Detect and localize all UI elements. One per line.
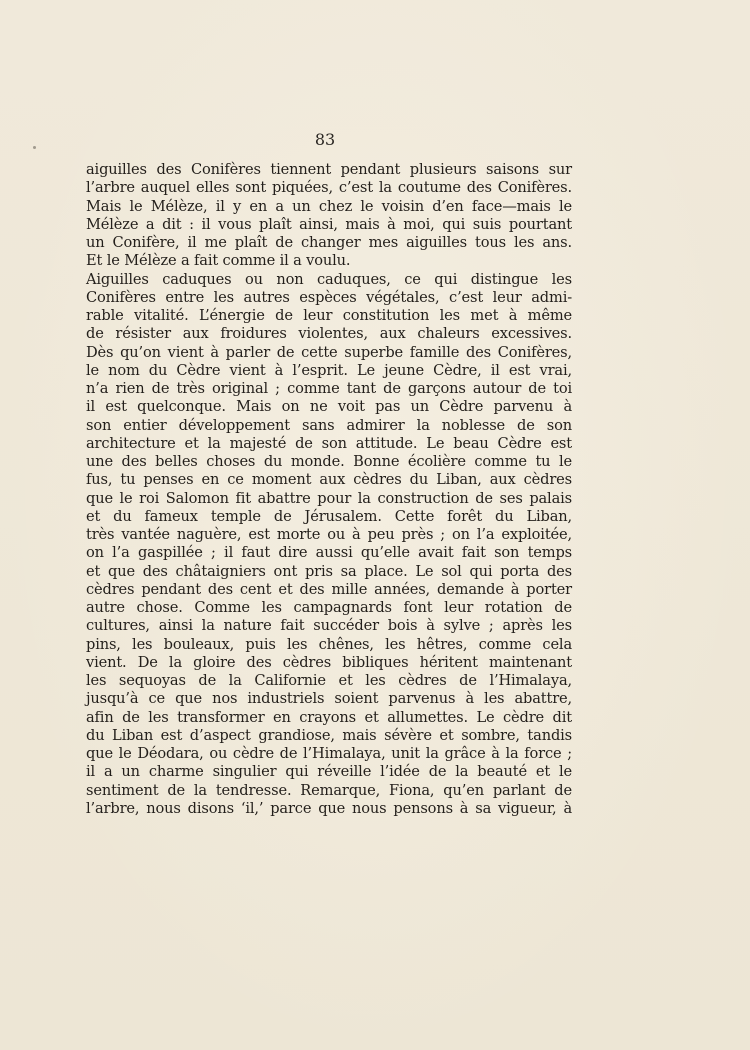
text-line: Mélèze a dit : il vous plaît ainsi, mais à moi, qui suis pourtant [86,215,572,233]
body-text [86,161,572,818]
text-line: une des belles choses du monde. Bonne écolière comme tu le [86,453,572,470]
text-line: il a un charme singulier qui réveille l’idée de la beauté et le [86,763,572,781]
text-line: de résister aux froidures violentes, aux chaleurs excessives. [86,325,572,343]
text-line: Mais le Mélèze, il y en a un chez le voisin d’en face—mais le [86,197,572,215]
text-line: afin de les transformer en crayons et allumettes. Le cèdre dit [86,708,572,726]
text-line: n’a rien de très original ; comme tant de garçons autour de toi [86,380,572,397]
text-line: que le roi Salomon fit abattre pour la construction de ses palais [86,489,572,507]
text-line: fus, tu penses en ce moment aux cèdres du Liban, aux cèdres [86,471,572,489]
text-line: autre chose. Comme les campagnards font leur rotation de [86,599,572,616]
text-line: Conifères entre les autres espèces végétales, c’est leur admi- [86,288,572,306]
text-line: vient. De la gloire des cèdres bibliques héritent maintenant [86,653,572,671]
text-line: jusqu’à ce que nos industriels soient parvenus à les abattre, [86,690,572,708]
text-line: très vantée naguère, est morte ou à peu près ; on l’a exploitée, [86,526,572,543]
text-line: cultures, ainsi la nature fait succéder bois à sylve ; après les [86,617,572,635]
text-line: on l’a gaspillée ; il faut dire aussi qu’elle avait fait son temps [86,544,572,562]
text-line: rable vitalité. L’énergie de leur constitution les met à même [86,307,572,324]
text-line: il est quelconque. Mais on ne voit pas un Cèdre parvenu à [86,398,572,416]
text-line: aiguilles des Conifères tiennent pendant plusieurs saisons sur [86,161,572,178]
text-line: Et le Mélèze a fait comme il a voulu. [86,252,351,270]
text-line: et du fameux temple de Jérusalem. Cette forêt du Liban, [86,507,572,525]
text-line: pins, les bouleaux, puis les chênes, les hêtres, comme cela [86,635,572,653]
text-line: cèdres pendant des cent et des mille années, demande à porter [86,580,572,598]
text-line: les sequoyas de la Californie et les cèdres de l’Himalaya, [86,672,572,689]
text-line: Dès qu’on vient à parler de cette superbe famille des Conifères, [86,343,572,361]
text-line: l’arbre auquel elles sont piquées, c’est la coutume des Conifères. [86,179,572,197]
text-line: Aiguilles caduques ou non caduques, ce qui distingue les [86,270,572,288]
text-line: sentiment de la tendresse. Remarque, Fiona, qu’en parlant de [86,781,572,799]
text-line: son entier développement sans admirer la noblesse de son [86,416,572,434]
text-line: l’arbre, nous disons ‘il,’ parce que nous pensons à sa vigueur, à [86,799,572,817]
text-line: un Conifère, il me plaît de changer mes aiguilles tous les ans. [86,234,572,251]
page-number: 83 [314,130,336,149]
text-line: architecture et la majesté de son attitude. Le beau Cèdre est [86,434,572,452]
text-line: que le Déodara, ou cèdre de l’Himalaya, unit la grâce à la force ; [86,745,572,762]
text-line: et que des châtaigniers ont pris sa place. Le sol qui porta des [86,562,572,580]
text-line: du Liban est d’aspect grandiose, mais sévère et sombre, tandis [86,726,572,744]
text-line: le nom du Cèdre vient à l’esprit. Le jeune Cèdre, il est vrai, [86,361,572,379]
